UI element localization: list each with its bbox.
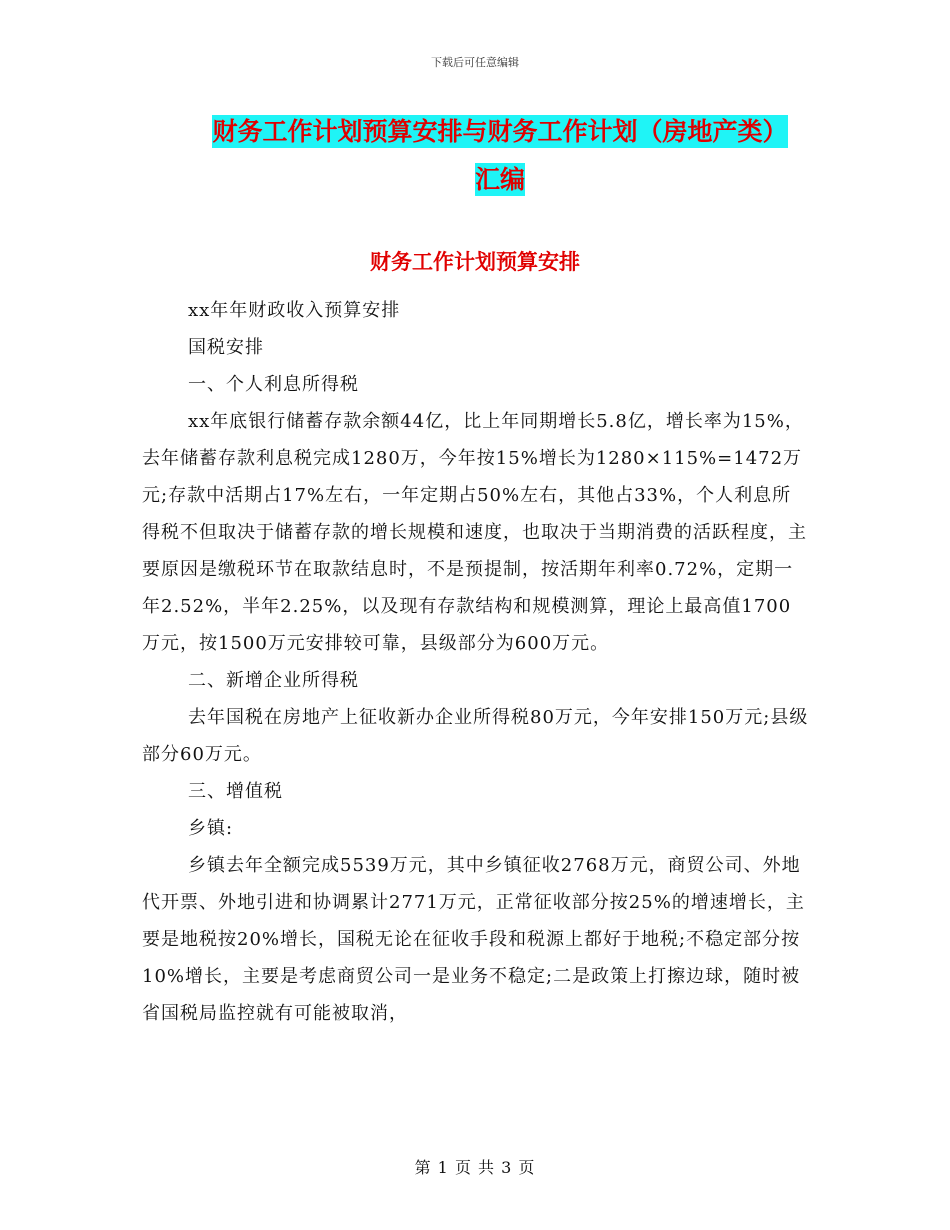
paragraph-national-tax: 国税安排 — [188, 337, 264, 358]
document-body — [142, 292, 810, 1032]
paragraph-enterprise-tax-body: 去年国税在房地产上征收新办企业所得税80万元，今年安排150万元;县级部分60万元。 — [142, 707, 809, 765]
header-note: 下载后可任意编辑 — [431, 56, 519, 69]
document-title — [120, 108, 880, 204]
section-title: 财务工作计划预算安排 — [370, 249, 580, 274]
paragraph-heading-enterprise-tax: 二、新增企业所得税 — [188, 670, 359, 691]
document-title-line1: 财务工作计划预算安排与财务工作计划（房地产类） — [212, 117, 788, 146]
paragraph-interest-tax-body: xx年底银行储蓄存款余额44亿，比上年同期增长5.8亿，增长率为15%，去年储蓄存款利息税完成1280万，今年按15%增长为1280×115%=1472万元;存款中活期占17%左右，一年定期占50%左右，其他占33%，个人利息所得税不但取决于储蓄存款的增长规模和速度，也取决于当期消费的活跃程度，主要原因是缴税环节在取款结息时，不是预提制，按活期年利率0.72%，定期一年2.52%，半年2.25%，以及现有存款结构和规模测算，理论上最高值1700万元，按1500万元安排较可靠，县级部分为600万元。 — [142, 411, 807, 654]
document-title-line2: 汇编 — [474, 165, 525, 194]
paragraph-townships-label: 乡镇: — [188, 818, 234, 839]
paragraph-budget-heading: xx年年财政收入预算安排 — [188, 300, 401, 321]
paragraph-townships-body: 乡镇去年全额完成5539万元，其中乡镇征收2768万元，商贸公司、外地代开票、外地引进和协调累计2771万元，正常征收部分按25%的增速增长，主要是地税按20%增长，国税无论在征收手段和税源上都好于地税;不稳定部分按10%增长，主要是考虑商贸公司一是业务不稳定;二是政策上打擦边球，随时被省国税局监控就有可能被取消， — [142, 855, 805, 1024]
paragraph-heading-interest-tax: 一、个人利息所得税 — [188, 374, 359, 395]
paragraph-heading-vat: 三、增值税 — [188, 781, 283, 802]
page-indicator: 第 1 页 共 3 页 — [414, 1158, 536, 1177]
